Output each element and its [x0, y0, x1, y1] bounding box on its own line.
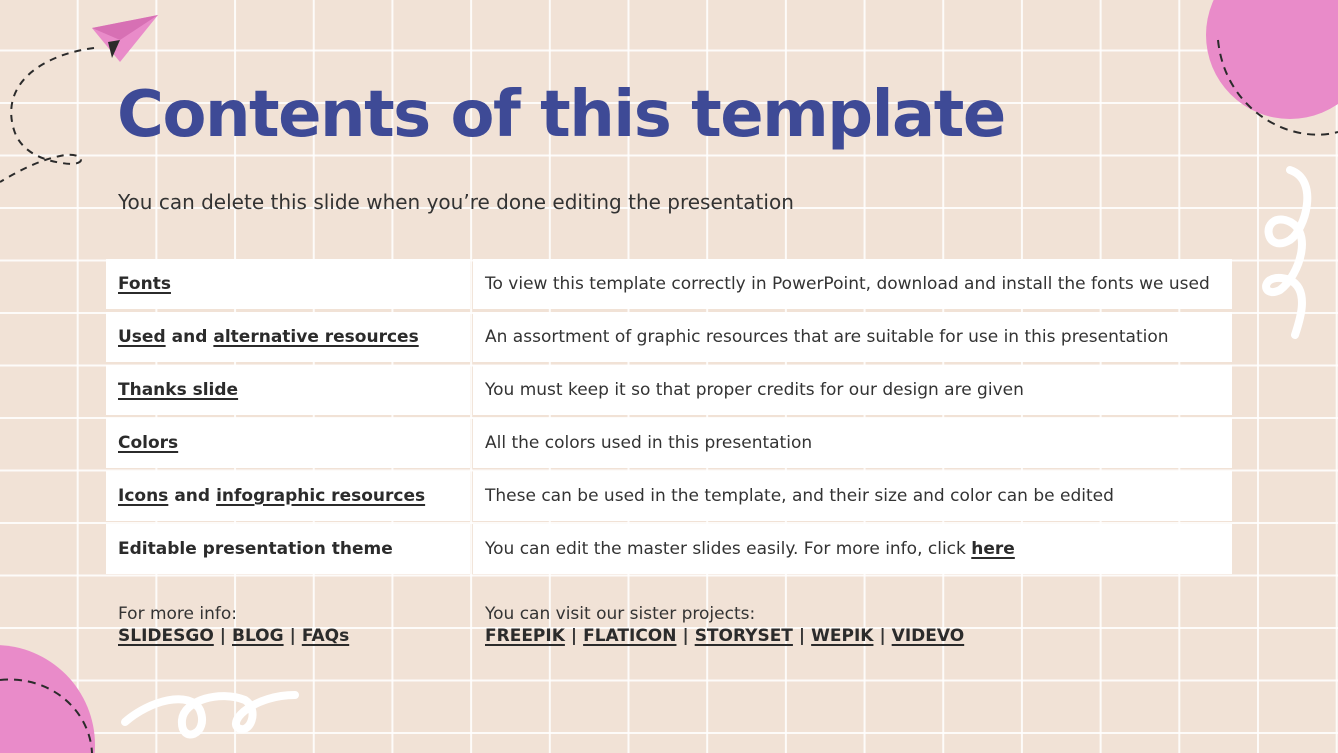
row-desc-cell: An assortment of graphic resources that are suitable for use in this presentation [473, 312, 1232, 362]
here-link[interactable]: here [971, 539, 1015, 559]
editable-theme-text: Editable presentation theme [118, 539, 393, 559]
table-row [106, 418, 1232, 471]
table-row [106, 471, 1232, 524]
sister-projects-links [485, 625, 964, 647]
table-row [106, 365, 1232, 418]
white-squiggle-bottom [125, 695, 295, 734]
link-separator: | [879, 626, 886, 646]
footer-sister-projects [485, 603, 964, 647]
fonts-link[interactable]: Fonts [118, 274, 171, 294]
row-desc-cell: These can be used in the template, and their size and color can be edited [473, 471, 1232, 521]
pink-circle-top-right [1206, 0, 1338, 119]
white-squiggle-right [1266, 170, 1307, 335]
thanks-slide-link[interactable]: Thanks slide [118, 380, 239, 400]
and-text: and [174, 486, 211, 506]
row-desc-cell: To view this template correctly in PowerPoint, download and install the fonts we used [473, 259, 1232, 309]
slidesgo-link[interactable]: SLIDESGO [118, 626, 214, 646]
more-info-links [118, 625, 349, 647]
link-separator: | [219, 626, 226, 646]
row-title-cell [106, 471, 470, 521]
link-separator: | [570, 626, 578, 646]
table-row [106, 259, 1232, 312]
freepik-link[interactable]: FREEPIK [485, 626, 565, 646]
row-title-cell [106, 524, 470, 574]
paper-plane-icon [92, 15, 158, 62]
videvo-link[interactable]: VIDEVO [891, 626, 965, 646]
link-separator: | [289, 626, 296, 646]
flaticon-link[interactable]: FLATICON [583, 626, 677, 646]
wepik-link[interactable]: WEPIK [811, 626, 874, 646]
more-info-label: For more info: [118, 604, 238, 624]
infographic-resources-link[interactable]: infographic resources [216, 486, 426, 506]
dashed-arc-top-right [1218, 40, 1338, 135]
row-title-cell [106, 418, 470, 468]
page-subtitle: You can delete this slide when you’re done editing the presentation [118, 190, 794, 214]
sister-projects-label: You can visit our sister projects: [485, 604, 756, 624]
and-text: and [171, 327, 208, 347]
row-desc-cell [473, 524, 1232, 574]
row-title-cell [106, 365, 470, 415]
pink-circle-bottom-left [0, 645, 95, 753]
storyset-link[interactable]: STORYSET [694, 626, 793, 646]
row-title-cell [106, 312, 470, 362]
table-row [106, 524, 1232, 577]
row-desc-cell: All the colors used in this presentation [473, 418, 1232, 468]
link-separator: | [682, 626, 689, 646]
footer-more-info [118, 603, 349, 647]
row-desc-text: You can edit the master slides easily. For more info, click [485, 539, 966, 559]
row-title-cell [106, 259, 470, 309]
row-desc-cell: You must keep it so that proper credits for our design are given [473, 365, 1232, 415]
used-resources-link[interactable]: Used [118, 327, 166, 347]
contents-table [106, 259, 1232, 577]
colors-link[interactable]: Colors [118, 433, 179, 453]
blog-link[interactable]: BLOG [232, 626, 284, 646]
dashed-flight-path [0, 48, 94, 182]
alternative-resources-link[interactable]: alternative resources [213, 327, 419, 347]
link-separator: | [798, 626, 806, 646]
page-title: Contents of this template [117, 78, 1005, 152]
icons-link[interactable]: Icons [118, 486, 169, 506]
dashed-arc-bottom-left [0, 680, 92, 753]
faqs-link[interactable]: FAQs [301, 626, 350, 646]
table-row [106, 312, 1232, 365]
